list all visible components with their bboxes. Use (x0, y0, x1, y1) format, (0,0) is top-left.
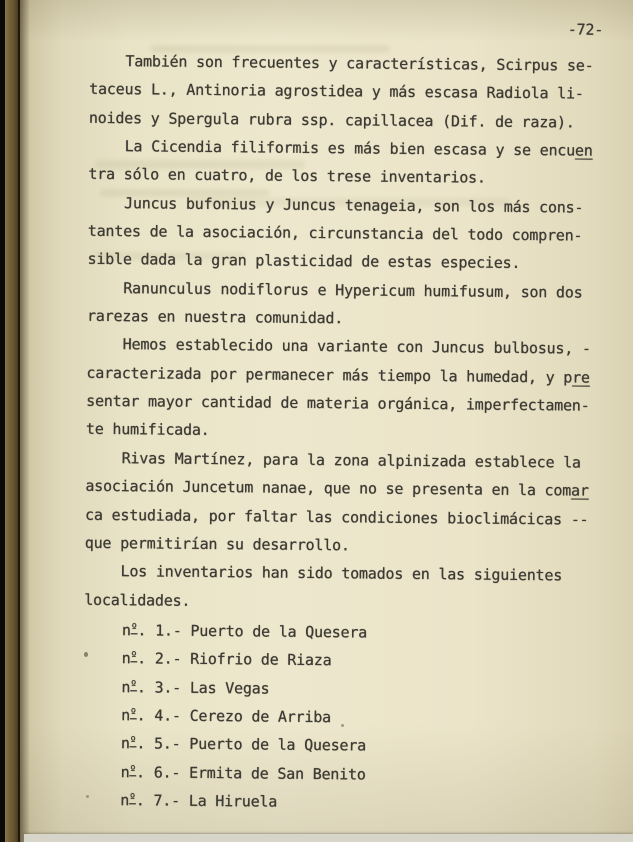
paragraph (87, 274, 616, 336)
paragraph (84, 557, 613, 619)
paragraph (89, 47, 618, 137)
paragraph (88, 132, 617, 194)
paragraph (87, 189, 616, 279)
text-line: noides y Spergula rubra ssp. capillacea (Dif. de raza). (88, 108, 575, 132)
text-line: que permitirían su desarrollo. (84, 533, 350, 555)
text-line: sentar mayor cantidad de materia orgánica, imperfectamen- (86, 391, 590, 415)
locality-item: nº. 6.- Ermita de San Benito (120, 762, 366, 784)
text-line: rarezas en nuestra comunidad. (86, 306, 344, 328)
text-line: Rivas Martínez, para la zona alpinizada establece la (121, 448, 581, 472)
text-line: Ranunculus nodiflorus e Hypericum humifusum, son dos (123, 278, 583, 302)
text-line: caracterizada por permanecer más tiempo la humedad, y pre (86, 363, 590, 387)
text-line: te humificada. (85, 420, 210, 440)
paragraph (86, 330, 615, 448)
text-line: Los inventarios han sido tomados en las siguientes (120, 562, 563, 585)
locality-item: nº. 3.- Las Vegas (121, 677, 270, 698)
text-line: También son frecuentes y características, Scirpus se- (125, 52, 594, 75)
locality-item: nº. 1.- Puerto de la Quesera (121, 621, 368, 642)
paragraph (85, 444, 614, 562)
text-line: Hemos establecido una variante con Juncus bulbosus, - (122, 335, 591, 359)
page-number: -72- (567, 20, 604, 39)
text-line: taceus L., Antinoria agrostidea y más escasa Radiola li- (89, 80, 584, 103)
text-line: tra sólo en cuatro, de los trese inventarios. (88, 165, 486, 187)
locality-item: nº. 2.- Riofrio de Riaza (121, 649, 332, 670)
text-line: localidades. (84, 590, 191, 610)
text-line: tantes de la asociación, circunstancia del todo compren- (87, 221, 583, 245)
text-line: sible dada la gran plasticidad de estas especies. (87, 250, 521, 273)
text-line: La Cicendia filiformis es más bien escasa y se encuen (124, 137, 593, 160)
text-body (82, 47, 617, 817)
locality-list (82, 614, 612, 817)
text-line: asociación Juncetum nanae, que no se presenta en la comar (85, 476, 589, 500)
locality-item: nº. 7.- La Hiruela (120, 791, 278, 811)
text-line: Juncus bufonius y Juncus tenageia, son los más cons- (123, 193, 584, 217)
locality-item: nº. 4.- Cerezo de Arriba (121, 706, 331, 727)
locality-item: nº. 5.- Puerto de la Quesera (120, 734, 367, 755)
text-line: ca estudiada, por faltar las condiciones bioclimácicas -- (85, 505, 589, 529)
